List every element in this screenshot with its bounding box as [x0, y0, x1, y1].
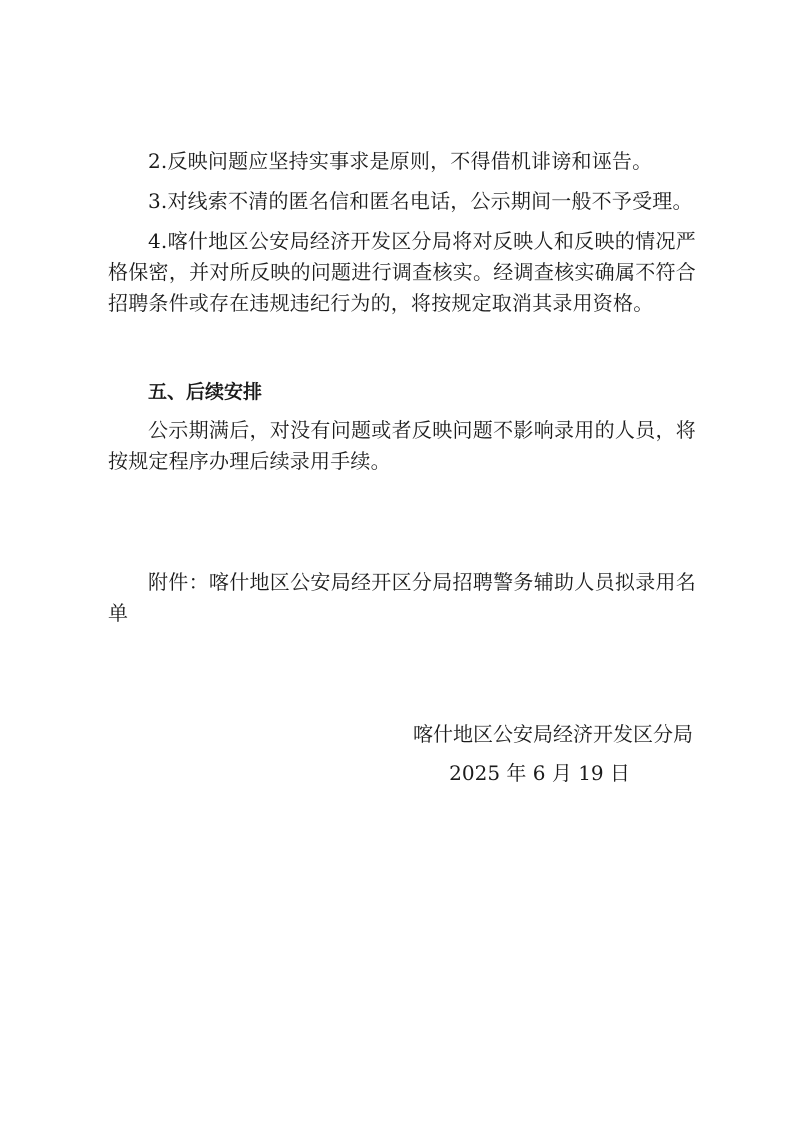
item-2-paragraph: 2.反映问题应坚持实事求是原则，不得借机诽谤和诬告。 — [148, 149, 653, 173]
signature-organization: 喀什地区公安局经济开发区分局 — [413, 722, 693, 746]
item-4-paragraph: 4.喀什地区公安局经济开发区分局将对反映人和反映的情况严格保密，并对所反映的问题进行调查核实。经调查核实确属不符合招聘条件或存在违规违纪行为的，将按规定取消其录用资格。 — [108, 229, 696, 315]
signature-date: 2025 年 6 月 19 日 — [449, 761, 630, 785]
section-5-body: 公示期满后，对没有问题或者反映问题不影响录用的人员，将按规定程序办理后续录用手续。 — [108, 418, 696, 473]
item-3-paragraph: 3.对线索不清的匿名信和匿名电话，公示期间一般不予受理。 — [148, 189, 693, 213]
section-5-heading: 五、后续安排 — [148, 381, 263, 403]
attachment-note: 附件：喀什地区公安局经开区分局招聘警务辅助人员拟录用名单 — [108, 570, 696, 625]
